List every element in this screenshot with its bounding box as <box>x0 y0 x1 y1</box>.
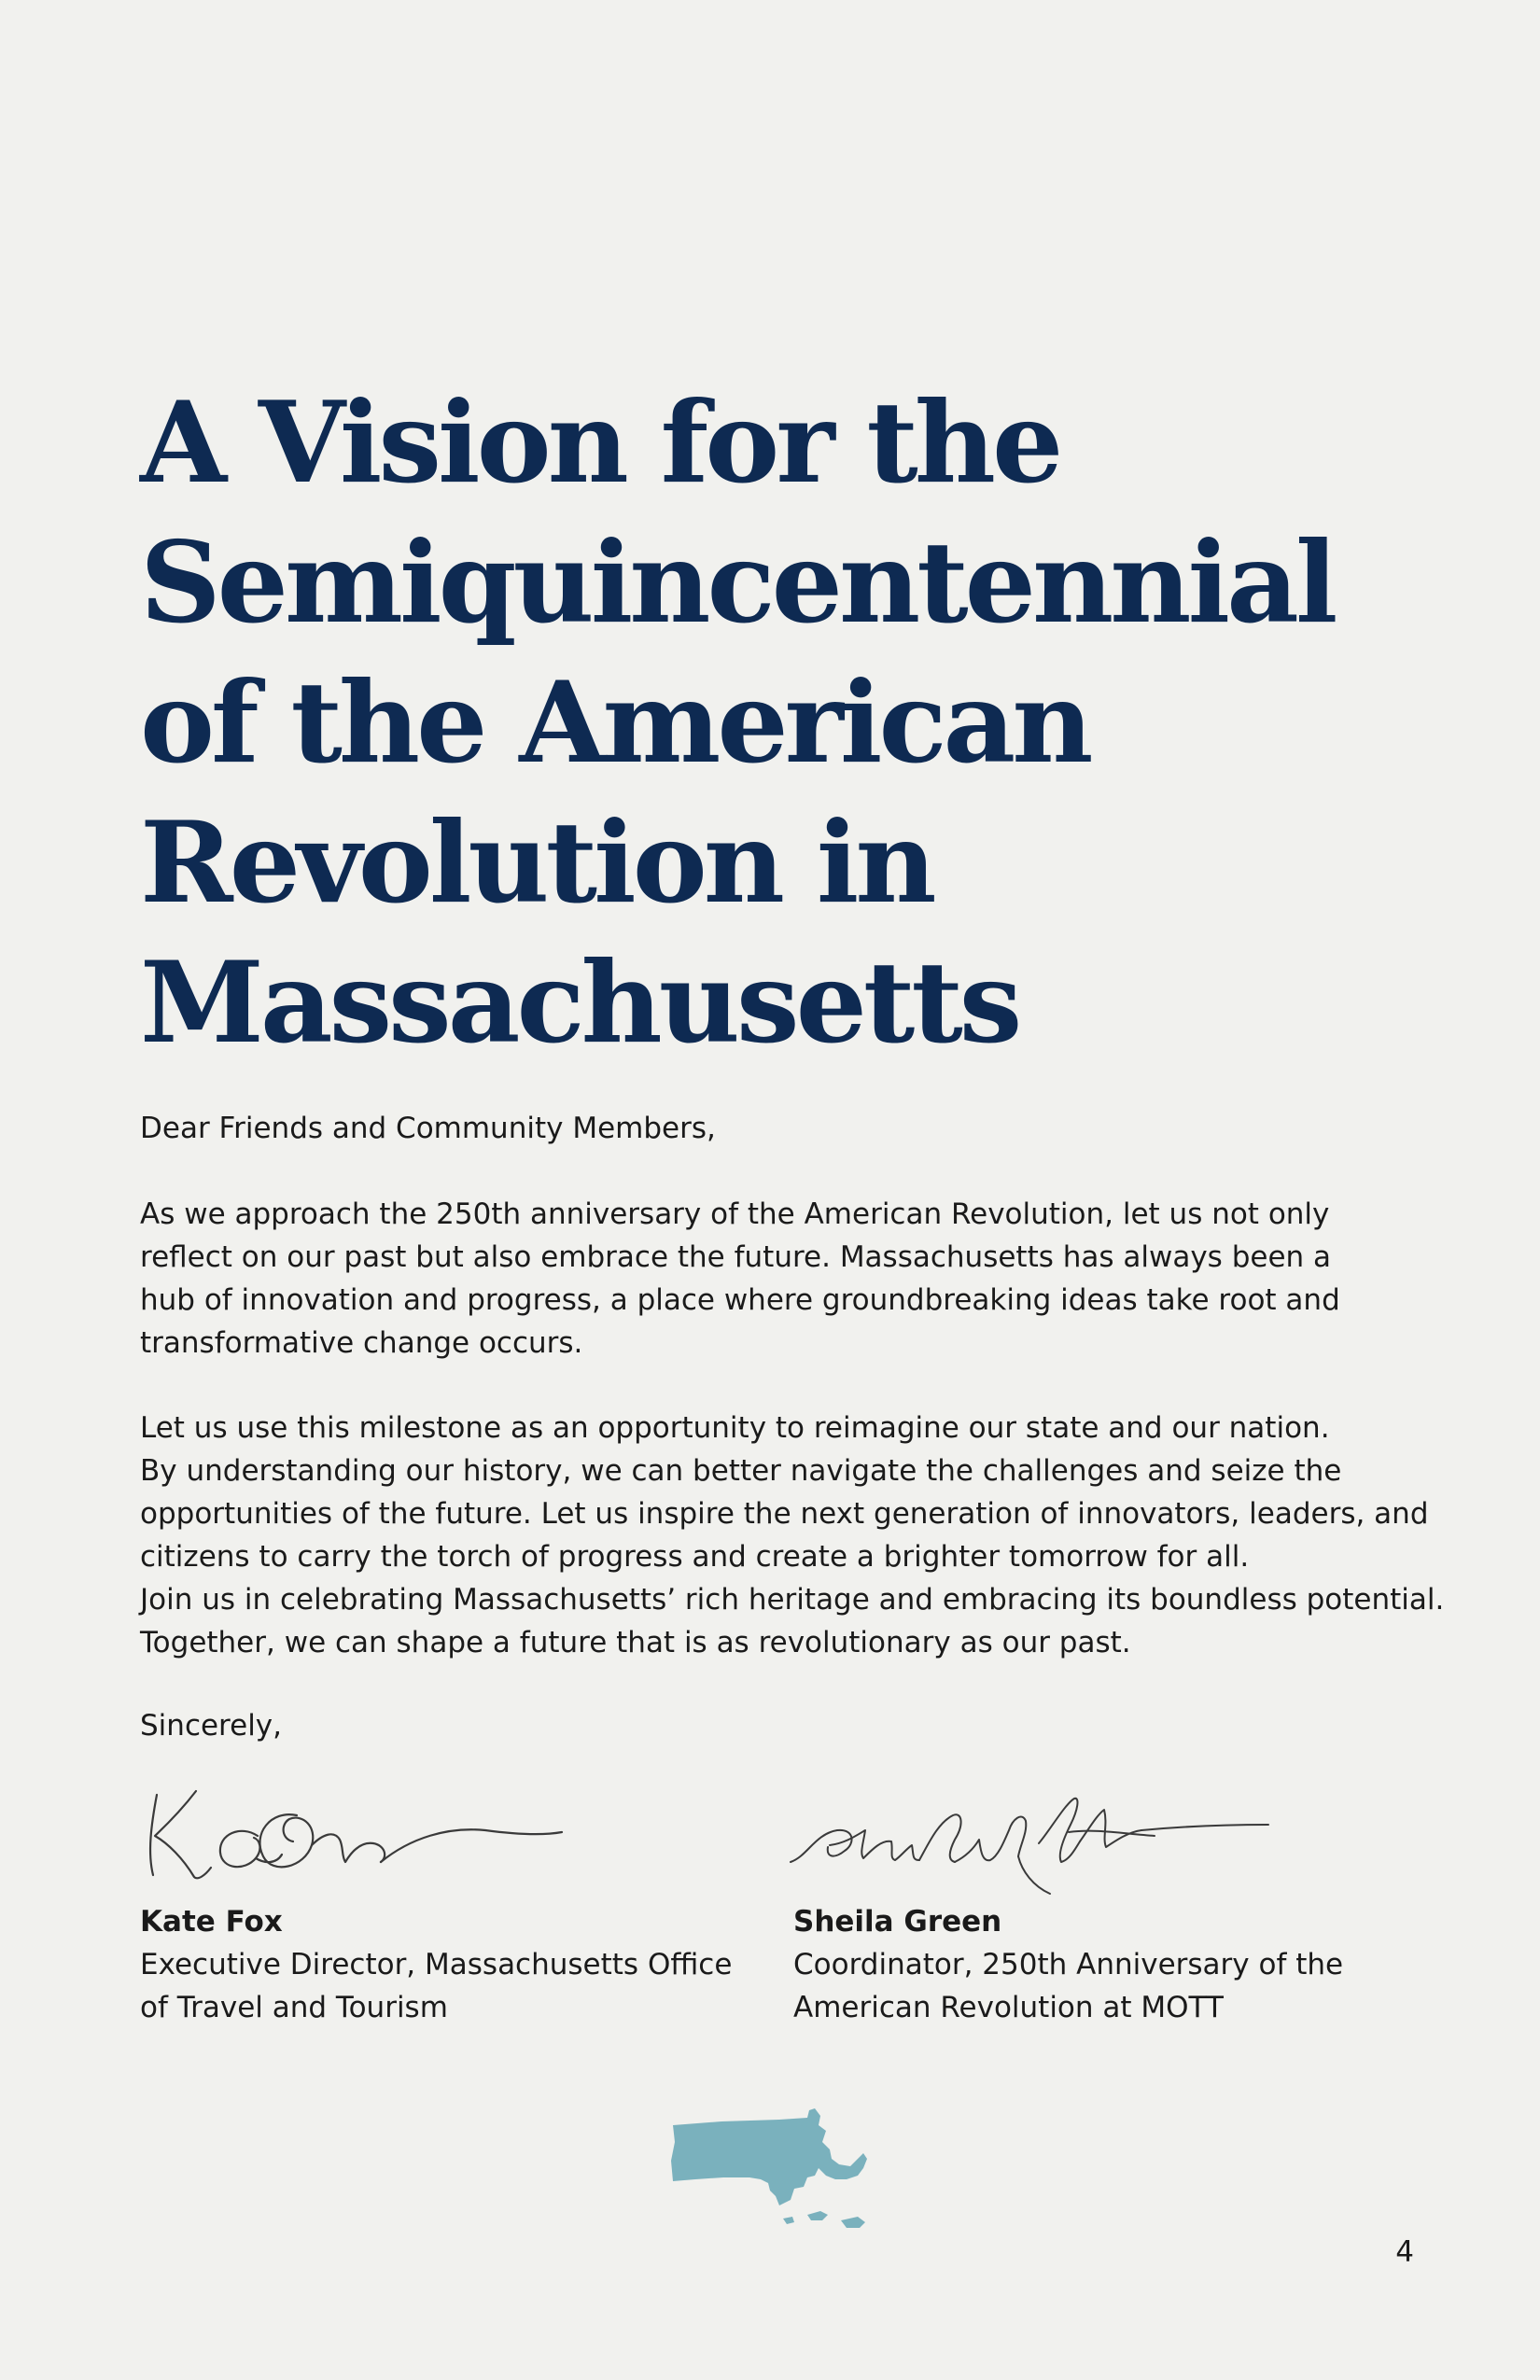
signer-name: Sheila Green <box>793 1905 1002 1939</box>
sheila-green-signature <box>789 1778 1274 1899</box>
paragraph-line: Join us in celebrating Massachusetts’ rich heritage and embracing its boundless potential. <box>140 1583 1445 1617</box>
letter-paragraph-1 <box>140 1193 1400 1365</box>
title-line: Massachusetts <box>140 937 1019 1069</box>
kate-fox-signature <box>140 1778 569 1890</box>
signer-role-line: of Travel and Tourism <box>140 1991 448 2024</box>
letter-paragraph-2 <box>140 1407 1445 1664</box>
letter-closing <box>140 1704 1400 1747</box>
signer-role-line: Coordinator, 250th Anniversary of the <box>793 1948 1344 1981</box>
paragraph-line: Let us use this milestone as an opportunity to reimagine our state and our nation. <box>140 1411 1330 1445</box>
signer-name: Kate Fox <box>140 1905 283 1939</box>
signer-sheila-green <box>793 1900 1391 2029</box>
salutation-text: Dear Friends and Community Members, <box>140 1112 716 1145</box>
signer-role-line: American Revolution at MOTT <box>793 1991 1224 2024</box>
paragraph-line: By understanding our history, we can better navigate the challenges and seize the <box>140 1454 1342 1488</box>
title-line: Revolution in <box>140 797 933 929</box>
paragraph-line: transformative change occurs. <box>140 1326 583 1360</box>
paragraph-line: citizens to carry the torch of progress and create a brighter tomorrow for all. <box>140 1540 1250 1574</box>
title-line: A Vision for the <box>140 377 1060 509</box>
paragraph-line: Together, we can shape a future that is as revolutionary as our past. <box>140 1626 1131 1659</box>
letter-salutation <box>140 1107 1400 1150</box>
title-line: of the American <box>140 657 1090 789</box>
massachusetts-map-icon <box>667 2105 873 2245</box>
paragraph-line: hub of innovation and progress, a place where groundbreaking ideas take root and <box>140 1283 1340 1317</box>
page-number: 4 <box>1395 2235 1414 2269</box>
signer-role-line: Executive Director, Massachusetts Office <box>140 1948 733 1981</box>
page-title <box>140 373 1353 1073</box>
title-line: Semiquincentennial <box>140 517 1335 649</box>
paragraph-line: opportunities of the future. Let us inspire the next generation of innovators, leaders, and <box>140 1497 1429 1531</box>
paragraph-line: As we approach the 250th anniversary of the American Revolution, let us not only <box>140 1197 1330 1231</box>
signer-kate-fox <box>140 1900 737 2029</box>
paragraph-line: reflect on our past but also embrace the future. Massachusetts has always been a <box>140 1240 1332 1274</box>
closing-text: Sincerely, <box>140 1709 283 1743</box>
